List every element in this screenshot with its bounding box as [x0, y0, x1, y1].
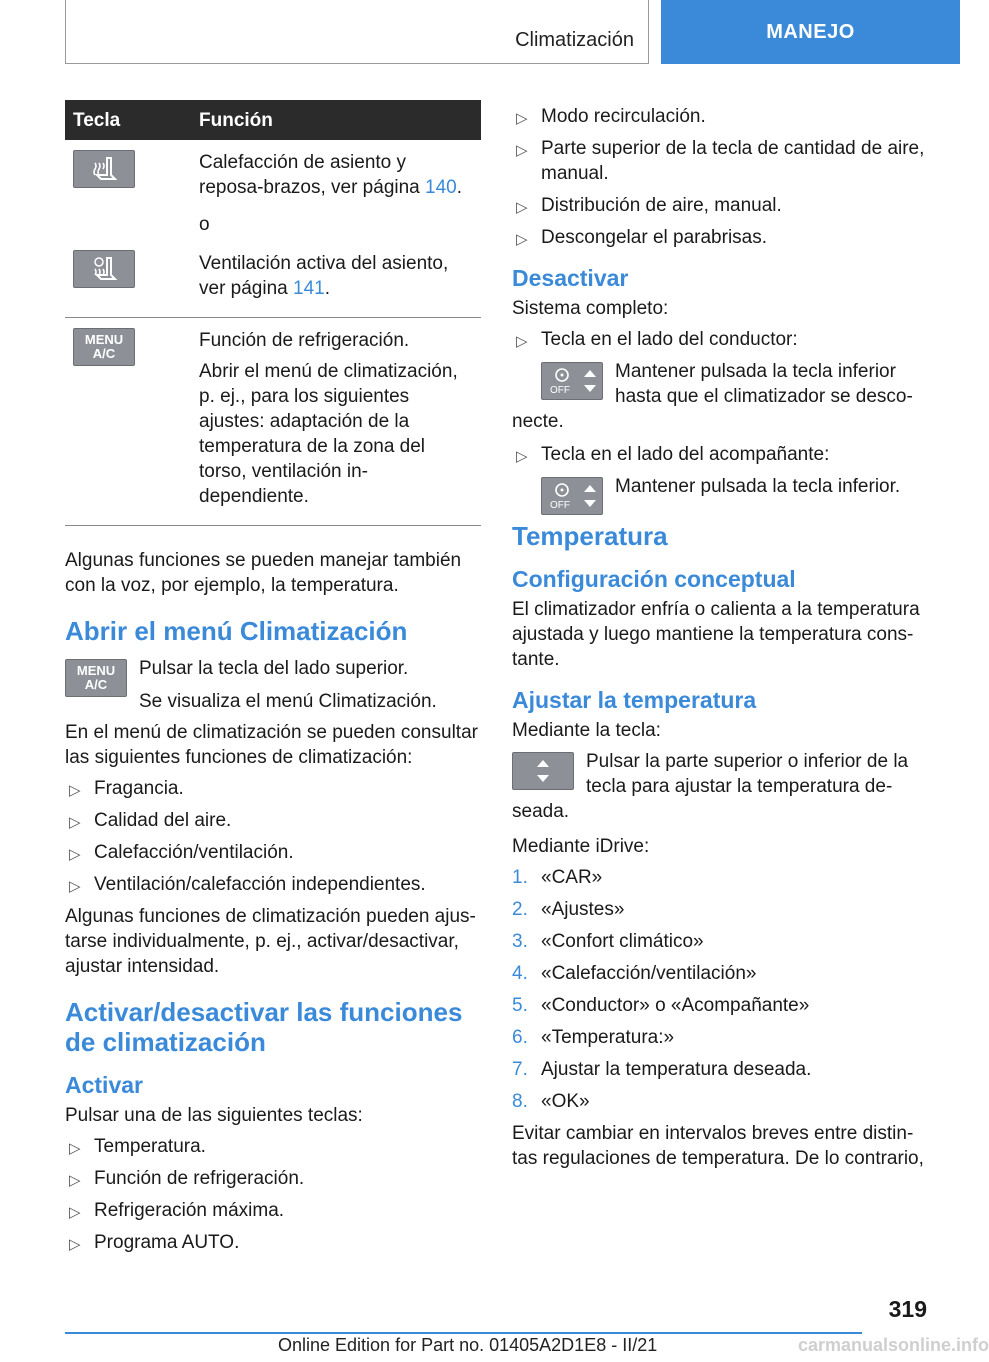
press-upper-text: Pulsar la tecla del lado superior.: [139, 658, 409, 679]
triangle-bullet-icon: ▷: [69, 878, 81, 895]
table-header-key: Tecla: [65, 100, 191, 140]
header-tab-manejo[interactable]: MANEJO: [661, 0, 960, 64]
list-item: ▷ Distribución de aire, manual.: [512, 193, 928, 218]
menu-ac-key: MENU A/C: [73, 328, 135, 366]
voice-note: Algunas funciones se pueden manejar también con la voz, por ejemplo, la temperatura.: [65, 550, 462, 596]
list-item: ▷ Tecla en el lado del conductor:: [512, 327, 928, 352]
step-number: 8.: [512, 1091, 528, 1112]
table-header-function: Función: [191, 100, 481, 140]
individual-adjust-text: Algunas funciones de climatización pueden ajus-tarse individualmente, p. ej., activar/desactivar, ajustar intensidad.: [65, 906, 476, 977]
step-number: 2.: [512, 899, 528, 920]
temperature-key-instruction: Pulsar la parte superior o inferior de la tecla para ajustar la temperatura de-seada.: [512, 751, 909, 822]
step-text: «CAR»: [541, 867, 603, 888]
passenger-hold-text: Mantener pulsada la tecla inferior.: [615, 476, 901, 497]
svg-text:OFF: OFF: [550, 500, 570, 511]
menu-functions-list: [65, 776, 481, 897]
list-item: ▷ Calefacción/ventilación.: [65, 840, 481, 865]
step-text: «Confort climático»: [541, 931, 704, 952]
step-number: 5.: [512, 995, 528, 1016]
list-item: ▷ Fragancia.: [65, 776, 481, 801]
seat-heating-key: [73, 150, 135, 188]
cooling-function-text: Función de refrigeración.: [199, 330, 410, 351]
step-text: «Calefacción/ventilación»: [541, 963, 757, 984]
right-column: [512, 104, 928, 1177]
header-section-title: Climatización: [515, 29, 634, 51]
avoid-text: Evitar cambiar en intervalos breves entre distin-tas regulaciones de temperatura. De lo contrario,: [512, 1123, 924, 1169]
triangle-bullet-icon: ▷: [69, 1236, 81, 1253]
list-item: [512, 961, 928, 986]
list-item: ▷ Calidad del aire.: [65, 808, 481, 833]
step-number: 6.: [512, 1027, 528, 1048]
triangle-bullet-icon: ▷: [516, 448, 528, 465]
list-item: ▷ Tecla en el lado del acompañante:: [512, 442, 928, 467]
watermark-logo: carmanualsonline.info: [798, 1335, 989, 1355]
heading-temperature: Temperatura: [512, 521, 668, 551]
step-text: «OK»: [541, 1091, 590, 1112]
seat-ventilation-key: [73, 250, 135, 288]
heading-concept: Configuración conceptual: [512, 566, 796, 592]
activate-keys-list-cont: [512, 104, 928, 250]
fan-off-key-driver: [541, 362, 603, 400]
triangle-bullet-icon: ▷: [69, 814, 81, 831]
list-item: ▷ Modo recirculación.: [512, 104, 928, 129]
triangle-bullet-icon: ▷: [516, 231, 528, 248]
table-row: Calefacción de asiento y reposa-brazos, ver página 140. o Ventilación activa del asiento, ver página 141.: [65, 140, 481, 318]
step-text: «Temperatura:»: [541, 1027, 675, 1048]
list-item: ▷ Descongelar el parabrisas.: [512, 225, 928, 250]
full-system-text: Sistema completo:: [512, 298, 669, 319]
triangle-bullet-icon: ▷: [69, 846, 81, 863]
list-item: ▷ Refrigeración máxima.: [65, 1198, 481, 1223]
step-number: 4.: [512, 963, 528, 984]
driver-hold-text: Mantener pulsada la tecla inferior hasta que el climatizador se desco-necte.: [512, 361, 913, 432]
triangle-bullet-icon: ▷: [516, 199, 528, 216]
step-number: 7.: [512, 1059, 528, 1080]
idrive-steps: [512, 865, 928, 1114]
triangle-bullet-icon: ▷: [69, 782, 81, 799]
step-text: Ajustar la temperatura deseada.: [541, 1059, 812, 1080]
heading-activate: Activar: [65, 1072, 143, 1098]
press-one-text: Pulsar una de las siguientes teclas:: [65, 1105, 363, 1126]
step-text: «Conductor» o «Acompañante»: [541, 995, 810, 1016]
left-column: [65, 100, 481, 1262]
list-item: [512, 897, 928, 922]
seat-ventilation-text: Ventilación activa del asiento, ver página: [199, 253, 449, 299]
open-menu-description: Abrir el menú de climatización, p. ej., para los siguientes ajustes: adaptación de la temperatura de la zona del torso, ventilación in-dependiente.: [199, 361, 458, 507]
list-item: [512, 1025, 928, 1050]
page-link-140[interactable]: 140: [425, 177, 457, 198]
list-item: [512, 993, 928, 1018]
triangle-bullet-icon: ▷: [69, 1204, 81, 1221]
heading-toggle-functions: Activar/desactivar las funciones de climatización: [65, 997, 463, 1057]
or-text: o: [199, 214, 210, 235]
triangle-bullet-icon: ▷: [69, 1172, 81, 1189]
fan-off-icon: [542, 478, 602, 514]
footer-edition: Online Edition for Part no. 01405A2D1E8 - II/21: [278, 1335, 658, 1355]
menu-shown-text: Se visualiza el menú Climatización.: [139, 691, 437, 712]
page-number: 319: [888, 1296, 927, 1322]
list-item: [512, 1089, 928, 1114]
heading-open-menu: Abrir el menú Climatización: [65, 616, 408, 646]
triangle-bullet-icon: ▷: [516, 142, 528, 159]
triangle-bullet-icon: ▷: [69, 1140, 81, 1157]
list-item: ▷ Ventilación/calefacción independientes.: [65, 872, 481, 897]
page-link-141[interactable]: 141: [293, 278, 325, 299]
list-item: [512, 929, 928, 954]
seat-ventilation-icon: [89, 255, 119, 283]
via-key-text: Mediante la tecla:: [512, 720, 661, 741]
triangle-bullet-icon: ▷: [516, 110, 528, 127]
step-text: «Ajustes»: [541, 899, 625, 920]
step-number: 1.: [512, 867, 528, 888]
footer-rule: [65, 1332, 862, 1334]
list-item: [512, 1057, 928, 1082]
list-item: [512, 865, 928, 890]
seat-heating-text: Calefacción de asiento y reposa-brazos, ver página: [199, 152, 426, 198]
activate-keys-list: [65, 1134, 481, 1255]
fan-off-icon: [542, 363, 602, 399]
seat-heating-icon: [89, 155, 119, 183]
via-idrive-text: Mediante iDrive:: [512, 836, 650, 857]
step-number: 3.: [512, 931, 528, 952]
up-down-arrows-icon: [528, 755, 558, 787]
list-item: ▷ Parte superior de la tecla de cantidad de aire, manual.: [516, 138, 925, 184]
list-item: ▷ Función de refrigeración.: [65, 1166, 481, 1191]
table-row: [65, 318, 481, 526]
temperature-key: [512, 752, 574, 790]
keys-table: [65, 100, 481, 526]
heading-deactivate: Desactivar: [512, 265, 629, 291]
menu-functions-text: En el menú de climatización se pueden consultar las siguientes funciones de climatización:: [65, 722, 478, 768]
svg-text:OFF: OFF: [550, 385, 570, 396]
menu-ac-key: MENU A/C: [65, 659, 127, 697]
list-item: ▷ Programa AUTO.: [65, 1230, 481, 1255]
triangle-bullet-icon: ▷: [516, 333, 528, 350]
fan-off-key-passenger: [541, 477, 603, 515]
heading-adjust-temperature: Ajustar la temperatura: [512, 687, 757, 713]
concept-text: El climatizador enfría o calienta a la temperatura ajustada y luego mantiene la temperatura cons-tante.: [512, 599, 920, 670]
list-item: ▷ Temperatura.: [65, 1134, 481, 1159]
header-box: [65, 0, 649, 64]
